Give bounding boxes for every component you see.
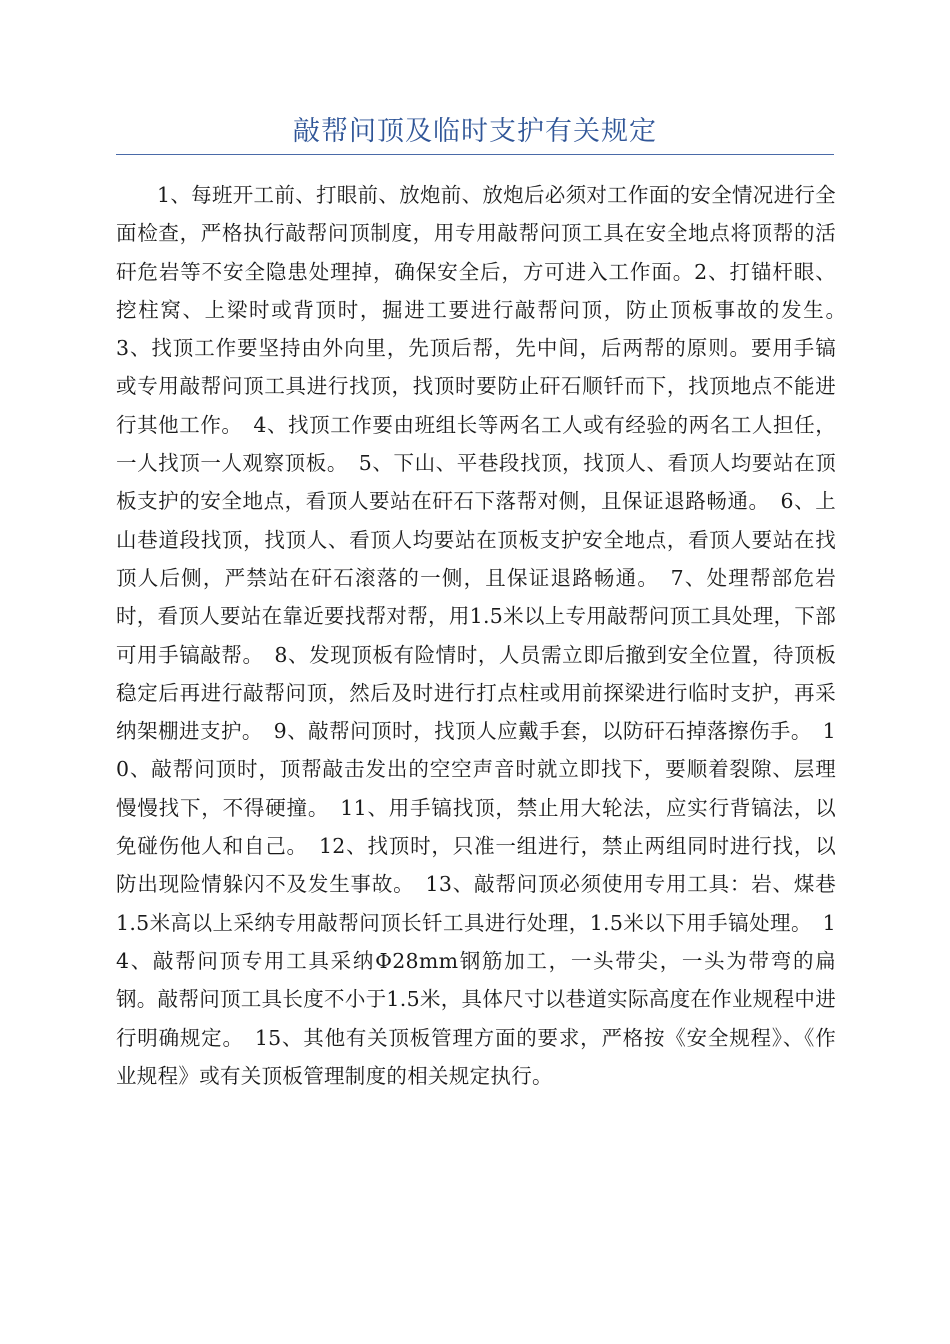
document-body: 1、每班开工前、打眼前、放炮前、放炮后必须对工作面的安全情况进行全面检查，严格执行敲帮问顶制度，用专用敲帮问顶工具在安全地点将顶帮的活矸危岩等不安全隐患处理掉，确保安全后，方可进入工作面。2、打锚杆眼、挖柱窝、上梁时或背顶时，掘进工要进行敲帮问顶，防止顶板事故的发生。 3、找顶工作要坚持由外向里，先顶后帮，先中间，后两帮的原则。要用手镐或专用敲帮问顶工具进行找顶，找顶时要防止矸石顺钎而下，找顶地点不能进行其他工作。 4、找顶工作要由班组长等两名工人或有经验的两名工人担任，一人找顶一人观察顶板。 5、下山、平巷段找顶，找顶人、看顶人均要站在顶板支护的安全地点，看顶人要站在矸石下落帮对侧，且保证退路畅通。 6、上山巷道段找顶，找顶人、看顶人均要站在顶板支护安全地点，看顶人要站在找顶人后侧，严禁站在矸石滚落的一侧，且保证退路畅通。 7、处理帮部危岩时，看顶人要站在靠近要找帮对帮，用1.5米以上专用敲帮问顶工具处理，下部可用手镐敲帮。 8、发现顶板有险情时，人员需立即后撤到安全位置，待顶板稳定后再进行敲帮问顶，然后及时进行打点柱或用前探梁进行临时支护，再采纳架棚进支护。 9、敲帮问顶时，找顶人应戴手套，以防矸石掉落擦伤手。 10、敲帮问顶时，顶帮敲击发出的空空声音时就立即找下，要顺着裂隙、层理慢慢找下，不得硬撞。 11、用手镐找顶，禁止用大轮法，应实行背镐法，以免碰伤他人和自己。 12、找顶时，只准一组进行，禁止两组同时进行找，以防出现险情躲闪不及发生事故。 13、敲帮问顶必须使用专用工具：岩、煤巷1.5米高以上采纳专用敲帮问顶长钎工具进行处理，1.5米以下用手镐处理。 14、敲帮问顶专用工具采纳Φ28mm钢筋加工，一头带尖，一头为带弯的扁钢。敲帮问顶工具长度不小于1.5米，具体尺寸以巷道实际高度在作业规程中进行明确规定。 15、其他有关顶板管理方面的要求，严格按《安全规程》、《作业规程》或有关顶板管理制度的相关规定执行。 <box>116 183 857 1088</box>
document-title: 敲帮问顶及临时支护有关规定 <box>293 116 657 147</box>
title-underline <box>116 154 834 155</box>
